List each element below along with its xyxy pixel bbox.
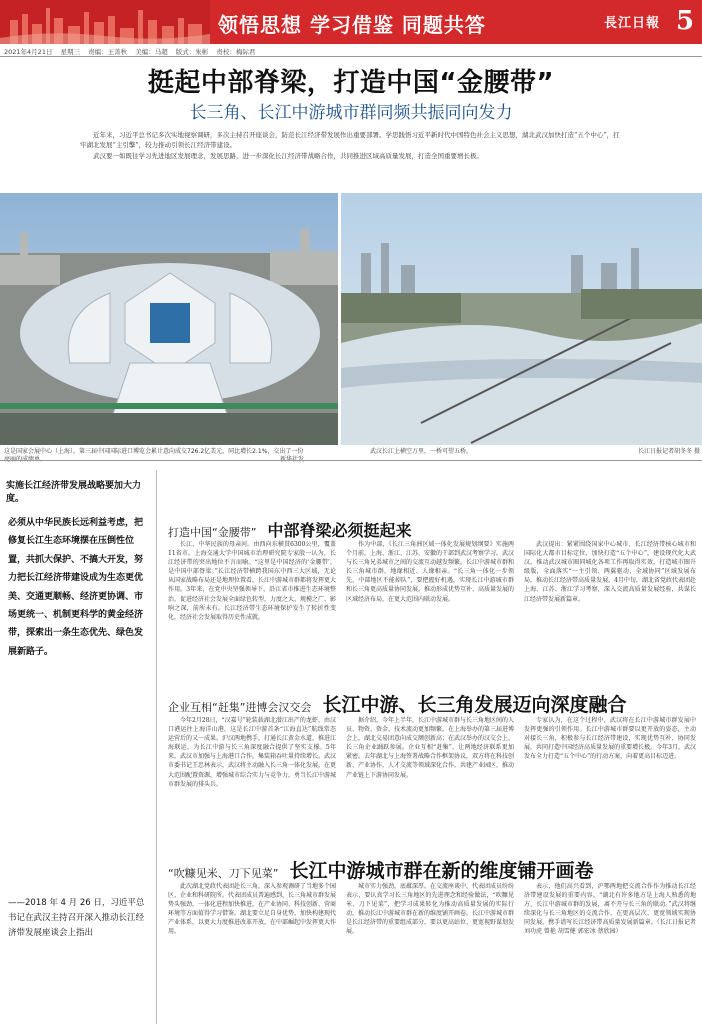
right-photo-credit: 长江日报记者胡冬冬 摄 [638,448,700,455]
section-2-title: 长江中游、长三角发展迈向深度融合 [322,694,627,716]
page-number: 5 [676,6,695,36]
section-2-column-2 [346,716,514,836]
meta-date: 2021年4月21日 [4,48,53,56]
publication-meta [4,47,698,56]
city-skyline-illustration [0,0,210,44]
section-1-title: 中部脊梁必须挺起来 [267,521,412,540]
lead-text: 武汉要一如既往学习先进地区发展理念，发展思路，进一步深化长江经济带战略合作，共同推进区域高质量发展，打造全国重要增长极。 [93,152,483,160]
section-3-column-2 [346,882,514,1018]
section-2-column-1 [168,716,336,836]
column-divider [156,470,157,1024]
section-2-kicker: 企业互相“赶集”进博会汉交会 [168,701,312,714]
section-banner [0,0,702,44]
section-2-heading [168,690,627,717]
meta-layout: 版式：朱彬 [175,48,209,56]
section-3-column-3 [524,882,696,1018]
meta-proof: 责校：梅际君 [216,48,256,56]
section-1-heading [168,518,412,541]
sidebar-quote [0,470,152,1024]
lead-text: 近年来，习近平总书记多次实地视察调研，多次主持召开座谈会，防范长江经济带发展作出重要部署。学思践悟习近平新时代中国特色社会主义思想，湖北武汉加快打造“五个中心”，扛牢湖北发展“主引擎”，较力推动引领长江经济带建设。 [80,131,620,149]
left-caption-text: 这是国家会展中心（上海）。第三届中国国际进口博览会累计意向成交726.2亿美元，同比增长2.1%，交出了一份 [4,448,304,455]
paragraph: 长江，中华民族的母亲河。由西向东横贯6300公里，覆盖11省市。上海交通大学中国城市治理研究院专家殷一认为，长江经济带的突出地位不言而喻。“这里是中国经济的‘金腰带’，是中国中部脊梁。”长江经济带横跨我国东中西三大区域，无论从国家战略布局还是地理位置看，长江中游城市群都将发挥更大作用。3年来，在党中央坚强领导下，沿江省市推进生态环境整治，促进经济社会发展全面绿色转型，力度之大、规模之广、影响之深，前所未有。长江经济带生态环境保护发生了转折性变化，经济社会发展取得历史性成就。 [168,541,336,621]
right-photo-caption [370,448,700,456]
section-1-column-2 [346,540,514,670]
banner-title: 领悟思想 学习借鉴 同题共答 [218,13,486,37]
meta-weekday: 星期三 [60,48,81,56]
meta-editor: 责编：王善秋 [88,48,128,56]
wuhan-river-photo [341,193,702,445]
divider [0,460,702,461]
paragraph: 此次湖北党政代表团赴长三角，深入参观调研了当地多个园区、企业和科研院所。代表团成员普遍感到，长三角城市群发展势头强劲，一体化进程加快推进，在产业协同、科技创新、营商环境等方面值得学习借鉴。湖北要立足自身优势，加快构建现代产业体系，以更大力度推进改革开放，在中部崛起中发挥更大作用。 [168,883,336,936]
sub-headline: 长三角、长江中游城市群同频共振同向发力 [189,103,513,123]
sidebar-source: ——2018 年 4 月 26 日，习近平总书记在武汉主持召开深入推动长江经济带发展座谈会上指出 [8,898,145,938]
left-photo-caption [4,448,304,464]
section-1-kicker: 打造中国“金腰带” [168,526,257,539]
exhibition-center-photo [0,193,338,445]
sidebar-quote-text: 必须从中华民族长远利益考虑，把修复长江生态环境摆在压倒性位置，共抓大保护、不搞大开发，努力把长江经济带建设成为生态更优美、交通更顺畅、经济更协调、市场更统一、机制更科学的黄金经济带，探索出一条生态优先、绿色发展新路子。 [8,518,144,657]
section-1-column-3 [524,540,696,670]
section-3-heading [168,856,594,883]
right-caption-text: 武汉长江上横空万里，一桥可望五桥。 [370,448,473,455]
section-2-column-3 [524,716,696,836]
section-3-title: 长江中游城市群在新的维度铺开画卷 [289,860,594,882]
divider [0,56,702,57]
masthead-logo: 長江日報 [604,16,661,31]
paragraph: 专家认为，在这个过程中，武汉将在长江中游城市群发展中发挥更强的引领作用。长江中游城市群要以更开放的姿态，主动对接长三角，积极参与长江经济带建设，实现优势互补、协同发展，共同打造中国经济高质量发展的重要增长极。今年3月，武汉发布全力打造“五个中心”的行动方案，向着更高目标迈进。 [524,717,696,761]
section-1-column-1 [168,540,336,670]
paragraph: 武汉提出：紧紧围绕国家中心城市、长江经济带核心城市和国际化大都市目标定位，加快打造“五个中心”，建设现代化大武汉。推动武汉城市圈同城化各项工作再取得实效，打造城市圈升级版，全面落实“一主引领、两翼驱动、全域协同”区域发展布局，推动长江经济带高质量发展。4月中旬，湖北省党政代表团赴上海、江苏、浙江学习考察，深入交流高质量发展经验，共谋长江经济带发展新篇章。 [524,541,696,603]
section-3-kicker: “吹糠见米、刀下见菜” [168,867,279,880]
lead-paragraph [80,130,625,162]
section-3-column-1 [168,882,336,1018]
paragraph: 作为中部，《长江三角洲区域一体化发展规划纲要》实施两个月前，上海、浙江、江苏、安徽的干部到武汉考察学习。武汉与长三角兄弟城市之间的交流互动越发频繁。长江中游城市群和长三角城市群，地缘相近、人缘相亲。“长三角一体化一步领先，中部地区不能掉队”，要把握好机遇，实现长江中游城市群和长三角更高质量协同发展。推动形成优势互补、高质量发展的区域经济布局，在更大范围内联动发展。 [346,541,514,603]
paragraph: 今年2月28日，“汉嘉号”轮装载湖北潜江出产的龙虾，由汉口港运往上海洋山港，这是长江中游首条“江海直达”航线常态运营后的又一成果。沪汉两地携手，打通长江黄金水道，推进江海联运，为长江中游与长三角深度融合提供了坚实支撑。5年来，武汉市加强与上海港口合作，集装箱吞吐量持续增长。武汉市委书记王忠林表示，武汉将主动融入长三角一体化发展，在更大范围配置资源，增强城市综合实力与竞争力，勇当长江中游城市群发展的排头兵。 [168,717,336,788]
meta-art: 美编：马超 [135,48,168,56]
paragraph: 表示，他们高兴看到，沪鄂两地把交流合作作为推动长江经济带建设发展的重要内容。“湖北有许多地方是上海人熟悉的地方，长江中游城市群的发展，离不开与长三角的联动。”武汉将继续深化与长三角地区的交流合作，在更高层次、更宽领域实现协同发展，携手谱写长江经济带高质量发展新篇章。（长江日报记者刘功虎 曾艳 胡雪健 郭宏冰 蔡欣园） [524,883,696,936]
paragraph: 据介绍，今年上半年，长江中游城市群与长三角地区间的人员、物资、资金、技术流动更加频繁。在上海举办的第三届进博会上，湖北交易团意向成交额创新高；在武汉举办的汉交会上，长三角企业踊跃参展。企业互相“赶集”，让两地经济联系更加紧密。去年湖北与上海签署战略合作框架协议，双方将在科技创新、产业协作、人才交流等领域深化合作。共建产业园区，推动产业链上下游协同发展。 [346,717,514,779]
main-headline: 挺起中部脊梁，打造中国“金腰带” [147,68,555,98]
sidebar-headline: 实施长江经济带发展战略要加大力度。 [6,481,142,504]
paragraph: 城市实力强劲，底蕴深厚。在交流座谈中，代表团成员纷纷表示，要认真学习长三角地区的先进理念和经验做法，“吹糠见米、刀下见菜”，把学习成果转化为推动高质量发展的实际行动，推动长江中游城市群在新的维度铺开画卷。长江中游城市群是长江经济带的重要组成部分，要以更高站位、更宽视野谋划发展。 [346,883,514,936]
